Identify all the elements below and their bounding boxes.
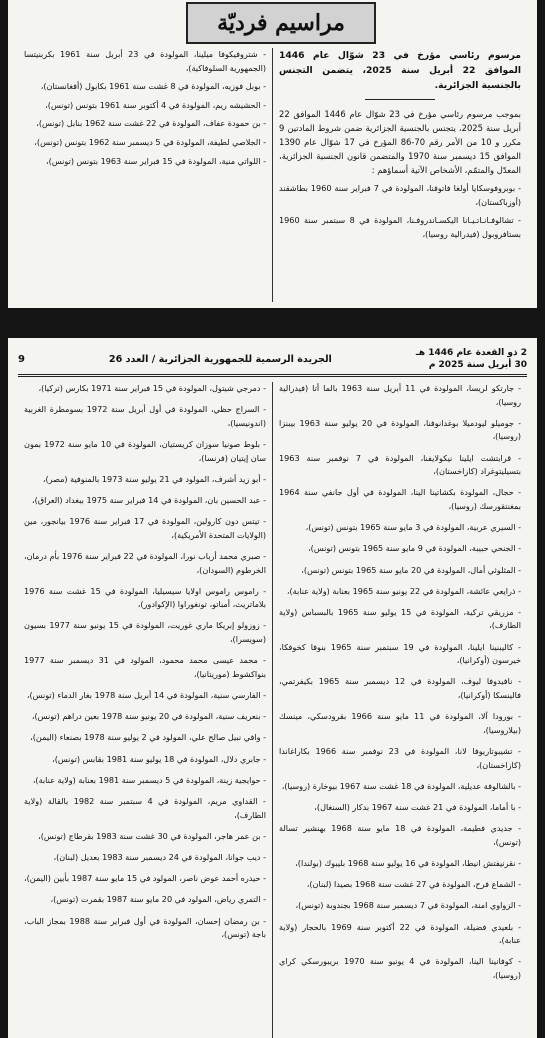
list-item: - قرابتشت ايلينا نيكولايفنا، المولودة في 7 نوفمبر سنة 1963 بتسيليتوغراد (كازاخستان)، [279, 452, 521, 477]
list-item: - السراج حظي، المولودة في أول أبريل سنة 1972 بسومطرة الغربية (اندونيسيا)، [24, 404, 266, 428]
list-item: - صبري محمد أرباب نورا، المولودة في 22 فبراير سنة 1976 بأم درمان، الخرطوم (السودان)، [24, 550, 266, 575]
list-item: - التمري رياض، المولود في 20 مايو سنة 1987 بقمرت (تونس)، [50, 894, 266, 905]
list-item: - الجلاصي لطيفة، المولودة في 5 ديسمبر سنة 1962 بتونس (تونس)، [34, 136, 266, 147]
issue-date-hijri: 2 ذو القعدة عام 1446 هـ [415, 348, 527, 358]
list-item: - عبد الحسين بان، المولودة في 14 فبراير سنة 1975 ببغداد (العراق)، [32, 494, 266, 505]
heading-separator [365, 99, 435, 100]
running-header [18, 344, 527, 377]
list-item: - بلوط صونيا سوزان كريستيان، المولودة في 10 مايو سنة 1972 بمون سان إيتيان (فرنسا)، [24, 438, 266, 463]
list-item: - جارتكو لريسا، المولودة في 11 أبريل سنة 1963 بالما أتا (فيدرالية روسيا)، [279, 383, 522, 407]
list-item: - الشماع فرح، المولودة في 27 غشت سنة 1968 بصيدا (لبنان)، [306, 879, 521, 890]
list-item: - الزواوي امنة، المولودة في 7 ديسمبر سنة 1968 بجندوبة (تونس)، [295, 900, 521, 911]
list-item: - بن رمضان إحسان، المولودة في أول فبراير سنة 1988 بمجاز الباب، باجة (تونس)، [24, 915, 266, 940]
right-column [273, 382, 527, 1038]
list-item: - المثلوثي أمال، المولودة في 20 مايو سنة 1965 بتونس (تونس)، [301, 564, 521, 575]
list-item: - الجنحي حبيبة، المولودة في 9 مايو سنة 1965 بتونس (تونس)، [308, 543, 521, 554]
section-title: مراسيم فرديّة [217, 10, 345, 36]
list-item: - الحشيشه ريم، المولودة في 4 أكتوبر سنة 1961 بتونس (تونس)، [45, 99, 266, 110]
list-item: - حيدره أحمد عوض ناصر، المولود في 15 مايو سنة 1987 بأبين (اليمن)، [24, 873, 266, 884]
left-column [18, 382, 272, 1038]
gazette-page-bottom [8, 338, 537, 1038]
list-item: - بلعيدي فضيلة، المولودة في 22 أكتوبر سنة 1969 بالحجار (ولاية عنابة)، [279, 921, 521, 946]
section-title-box [186, 2, 376, 44]
list-item: - تشالوفـانـاتـيـانا اليكسـاندروفـنا، المولودة في 8 سبتمبر سنة 1960 بستافروبول (فيدرالية روسيا)، [279, 215, 521, 239]
list-item: - تشيبوتاريوفا لانا، المولودة في 23 نوفمبر سنة 1966 بكاراغاندا (كازاخستان)، [279, 746, 521, 770]
page-number: 9 [18, 353, 25, 365]
list-item: - جابري دلال، المولودة في 18 يوليو سنة 1981 بقابس (تونس)، [52, 753, 266, 764]
list-item: - القداوي مريم، المولودة في 4 سبتمبر سنة 1982 بالقالة (ولاية الطارف)، [24, 795, 266, 820]
right-column [273, 48, 527, 302]
list-item: - دمرجي شيتول، المولودة في 15 فبراير سنة 1971 بكارس (تركيا)، [38, 383, 266, 393]
column-divider [272, 382, 273, 1038]
list-item: - زوزولو إبريكا ماري غوريت، المولودة في 15 يونيو سنة 1977 بسيون (سويسرا)، [24, 620, 266, 645]
list-item: - شتروفيكوفا ميلينا، المولودة في 23 أبريل سنة 1961 بكربنيتسا (الجمهورية السلوفاكية)، [24, 49, 266, 73]
list-item: - بوبروفوسكايا أولغا فاتوفنا، المولودة في 7 فبراير سنة 1960 بطاشقند (أوزباكستان)، [279, 183, 522, 207]
journal-title: الجريدة الرسمية للجمهورية الجزائرية / العدد 26 [108, 353, 332, 365]
list-item: - كاليبنينا ايلينا، المولودة في 19 سبتمبر سنة 1965 بنوفا كخوفكا، خيرسون (أوكرانيا)، [279, 641, 521, 666]
list-item: - ديب جوانا، المولودة في 24 ديسمبر سنة 1983 بعديل (لبنان)، [53, 851, 266, 862]
gazette-page-top [8, 0, 537, 308]
list-item: - تيتس دون كارولين، المولودة في 17 فبراير سنة 1976 بيانجور، مين (الولايات المتحدة الأمريكية)، [24, 516, 266, 540]
column-divider [272, 48, 273, 302]
list-item: - مزريقي تركية، المولودة في 15 يوليو سنة 1965 بالبسباس (ولاية الطارف)، [279, 606, 521, 631]
list-item: - أبو زيد أشرف، المولود في 21 يوليو سنة 1973 بالمنوفية (مصر)، [42, 473, 266, 484]
list-item: - جديدي فطيمة، المولودة في 18 مايو سنة 1968 بهنشير تسالة (تونس)، [279, 823, 521, 847]
list-item: - راموس راموس اولايا سيسيليا، المولودة في 15 غشت سنة 1976 بلاماتريث، أمباتو، تونغوراوا (الإكوادور)، [24, 585, 266, 610]
issue-date-gregorian: 30 أبريل سنة 2025 م [428, 360, 527, 370]
decree-preamble: بموجب مرسوم رئاسي مؤرخ في 23 شوّال عام 1446 الموافق 22 أبريل سنة 2025، يتجنس بالجنسية الجزائرية ضمن شروط المادتين 9 مكرر و 10 من الأمر رقم 70-86 المؤرخ في 17 شوّال عام 1390 الموافق 15 ديسمبر سنة 1970 والمتضمن قانون الجنسية الجزائرية، المعدّل والمتمّم، الأشخاص الآتية أسماؤهم : [279, 109, 521, 175]
list-item: - بورودا آلا، المولودة في 11 مايو سنة 1966 بقرودسكي، مينسك (بيلاروسيا)، [279, 711, 521, 735]
list-item: - بن عمر هاجر، المولودة في 30 غشت سنة 1983 بقرطاج (تونس)، [38, 830, 266, 841]
list-item: - بنعريف سنية، المولودة في 20 يونيو سنة 1978 بعين دراهم (تونس)، [31, 711, 266, 722]
list-item: - ذرايعي عائشة، المولودة في 22 يونيو سنة 1965 بعنابة (ولاية عنابة)، [286, 585, 521, 596]
list-item: - حوايجية زينة، المولودة في 5 ديسمبر سنة 1981 بعنابة (ولاية عنابة)، [32, 774, 266, 785]
list-item: - بالشالوفة عديلية، المولودة في 18 غشت سنة 1967 بيوخارة (روسيا)، [281, 780, 521, 791]
list-item: - كوفانينا الينا، المولودة في 4 يونيو سنة 1970 بريبورسكي كراي (روسيا)، [279, 956, 522, 980]
page-bottom-columns [18, 382, 527, 1038]
list-item: - بوبل فوزيه، المولودة في 8 غشت سنة 1961 بكابول (أفغانستان)، [40, 81, 266, 92]
issue-date [416, 347, 527, 371]
list-item: - وافي نبيل صالح علي، المولود في 2 يوليو سنة 1978 بصنعاء (اليمن)، [30, 732, 266, 743]
decree-heading: مرسوم رئاسي مؤرخ في 23 شوّال عام 1446 الموافق 22 أبريل سنة 2025، يتضمن التجنس بالجنسية الجزائرية. [279, 50, 521, 91]
list-item: - جوميلو ليودميلا بوغدانوفنا، المولودة في 20 يوليو سنة 1963 بيبنزا (روسيا)، [279, 417, 522, 442]
list-item: - حجال، المولودة بكشاتينا الينا، المولودة في أول جانفي سنة 1964 بمغنتقورسك (روسيا)، [279, 487, 521, 511]
list-item: - نقرنيفتش انيطا، المولودة في 16 يوليو سنة 1968 بليبوك (بولندا)، [295, 857, 521, 868]
list-item: - بن حمودة عفاف، المولودة في 22 غشت سنة 1962 بنابل (تونس)، [36, 118, 266, 129]
left-column [18, 48, 272, 302]
list-item: - نافيدوفا ليوف، المولودة في 12 ديسمبر سنة 1965 بكيفرتمي، فالينسكا (أوكرانيا)، [279, 676, 521, 701]
page-top-columns [18, 48, 527, 302]
list-item: - اللواتي منية، المولودة في 15 فبراير سنة 1963 بتونس (تونس)، [46, 155, 266, 166]
list-item: - السيري عربية، المولودة في 3 مايو سنة 1965 بتونس (تونس)، [305, 522, 521, 533]
list-item: - محمد عيسى محمد محمود، المولود في 31 ديسمبر سنة 1977 بنواكشوط (موريتانيا)، [24, 655, 266, 679]
list-item: - الفارسي سنية، المولودة في 14 أبريل سنة 1978 بغار الدماء (تونس)، [26, 690, 266, 701]
list-item: - با أماما، المولودة في 21 غشت سنة 1967 بدكار (السنغال)، [314, 801, 521, 812]
